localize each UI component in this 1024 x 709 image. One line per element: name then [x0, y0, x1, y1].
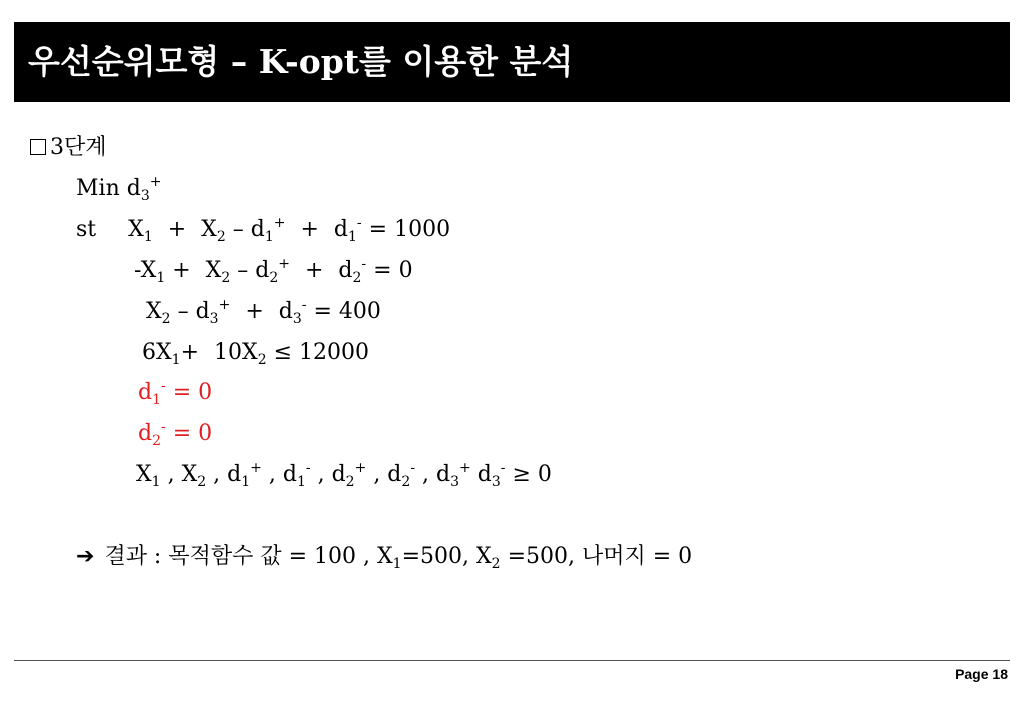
step-label: 3단계 — [50, 135, 107, 160]
constraint-2: $-X_1 + X_2 - d_2^+ + d_2^- = 0$ — [134, 256, 413, 286]
arrow-right-icon: ➔ — [76, 544, 95, 569]
c5-rhs: = 0 — [172, 380, 213, 405]
objective-line — [76, 175, 161, 203]
c2-rhs: = 0 — [373, 258, 413, 283]
result-line: ➔ 결과 : 목적함수 값 = 100 , $X_1=500$, $X_2 =500$, 나머지 = 0 — [76, 544, 693, 572]
result-x2: =500, 나머지 = 0 — [507, 544, 693, 569]
title-bar — [14, 22, 1010, 102]
constraint-1: st $X_1 + X_2 - d_1^+ + d_1^- = 1000$ — [76, 215, 451, 245]
objective-sup: + — [149, 174, 162, 190]
page-title: 우선순위모형 – K-opt를 이용한 분석 — [28, 42, 574, 81]
c1-rhs: = 1000 — [368, 217, 451, 242]
st-label: st — [76, 217, 97, 242]
constraint-4: $6X_1+ 10X_2 \le 12000$ — [142, 340, 370, 368]
page-number: Page 18 — [955, 666, 1008, 682]
c4-rhs: ≤ 12000 — [273, 340, 370, 365]
constraint-6: $d_2^- = 0$ — [138, 419, 213, 449]
constraint-5: $d_1^- = 0$ — [138, 378, 213, 408]
objective-sub: 3 — [140, 188, 150, 204]
c6-rhs: = 0 — [172, 421, 213, 446]
c7-rhs: ≥ 0 — [512, 462, 552, 487]
constraint-7: $X_1$ , $X_2$ , $d_1^+$ , $d_1^-$ , $d_2^+$ , $d_2^-$ , $d_3^+$ $d_3^- \ge 0$ — [136, 460, 552, 490]
constraint-3: $X_2 - d_3^+ + d_3^- = 400$ — [146, 297, 381, 327]
result-x1: =500, — [401, 544, 469, 569]
c3-rhs: = 400 — [313, 299, 381, 324]
objective-prefix: Min d — [76, 176, 141, 201]
result-label: 결과 : 목적함수 값 = 100 , — [104, 544, 370, 569]
checkbox-bullet-icon — [30, 139, 46, 155]
footer-divider — [14, 660, 1010, 661]
step-heading — [30, 134, 107, 162]
